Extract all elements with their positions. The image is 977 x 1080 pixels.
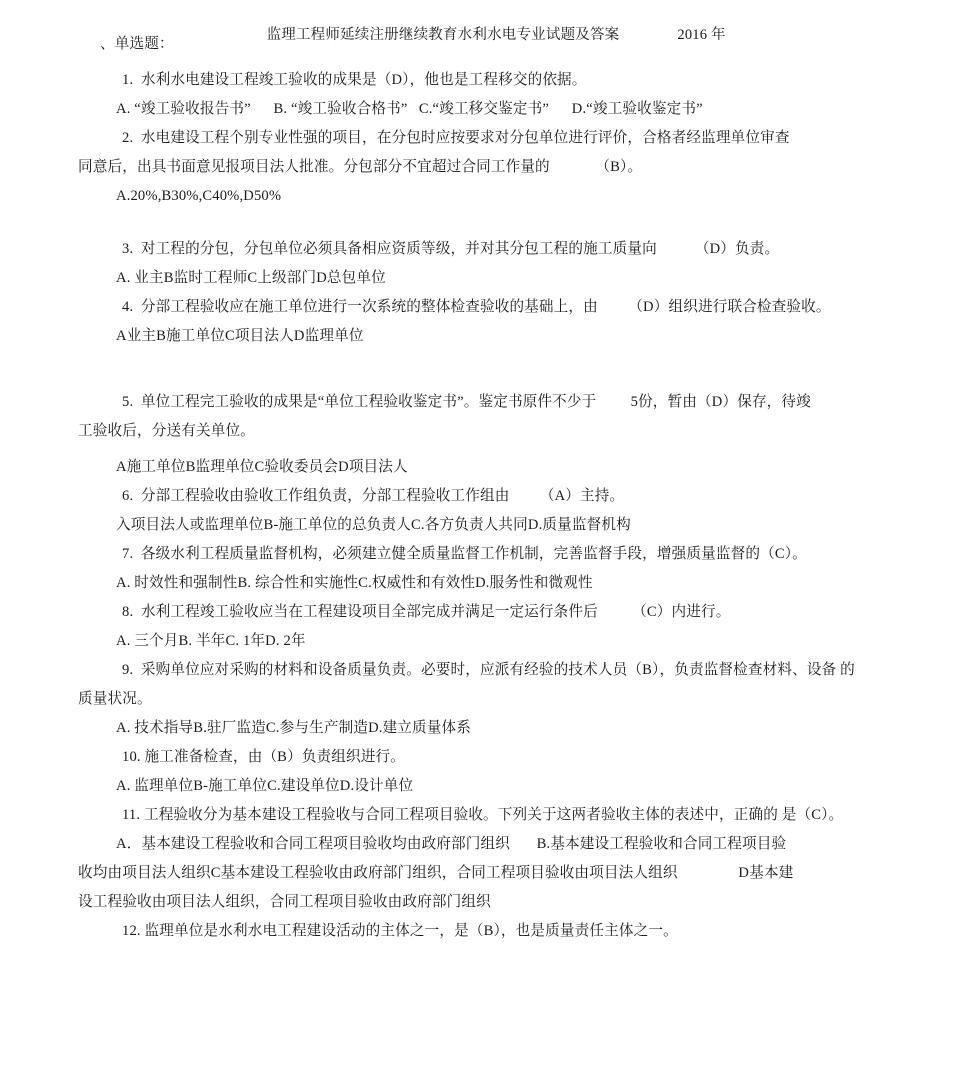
question-options-5: A施工单位B监理单位C验收委员会D项目法人	[116, 459, 408, 475]
question-stem-12: 12. 监理单位是水利水电工程建设活动的主体之一，是（B），也是质量责任主体之一。	[122, 923, 678, 939]
spacer	[0, 622, 977, 631]
spacer	[0, 564, 977, 573]
spacer	[0, 506, 977, 515]
spacer	[0, 441, 977, 457]
question-options-2: A.20%,B30%,C40%,D50%	[116, 188, 282, 204]
spacer	[0, 119, 977, 128]
spacer	[0, 477, 977, 486]
spacer	[0, 883, 977, 892]
spacer	[0, 796, 977, 805]
question-stem-2: 2. 水电建设工程个别专业性强的项目，在分包时应按要求对分包单位进行评价，合格者经监理单位审查	[122, 130, 790, 146]
header-title: 监理工程师延续注册继续教育水利水电专业试题及答案	[266, 27, 620, 43]
spacer	[0, 259, 977, 268]
question-options-3: A. 业主B监时工程师C上级部门D总包单位	[116, 270, 386, 286]
spacer	[0, 317, 977, 326]
question-options-11-line-3: 设工程验收由项目法人组织，合同工程项目验收由政府部门组织	[78, 894, 491, 910]
question-stem-8: 8. 水利工程竣工验收应当在工程建设项目全部完成并满足一定运行条件后 （C）内进行。	[122, 604, 731, 620]
spacer	[0, 912, 977, 921]
question-stem-9-cont: 质量状况。	[78, 691, 152, 707]
section-heading: 、单选题：	[100, 36, 174, 52]
question-stem-9: 9. 采购单位应对采购的材料和设备质量负责。必要时，应派有经验的技术人员（B），负责监督检查材料、设备 的	[122, 662, 855, 678]
question-options-11-line-2: 收均由项目法人组织C基本建设工程验收由政府部门组织，合同工程项目验收由项目法人组织 D基本建	[78, 865, 794, 881]
spacer	[0, 738, 977, 747]
spacer	[0, 90, 977, 99]
spacer	[0, 709, 977, 718]
question-options-6: 入项目法人或监理单位B-施工单位的总负责人C.各方负责人共同D.质量监督机构	[116, 517, 631, 533]
spacer	[0, 680, 977, 689]
question-options-4: A业主B施工单位C项目法人D监理单位	[116, 328, 364, 344]
question-stem-2-cont: 同意后，出具书面意见报项目法人批准。分包部分不宜超过合同工作量的 （B）。	[78, 159, 643, 175]
question-stem-4: 4. 分部工程验收应在施工单位进行一次系统的整体检查验收的基础上，由 （D）组织进行联合检查验收。	[122, 299, 831, 315]
spacer	[0, 854, 977, 863]
spacer	[0, 206, 977, 239]
spacer	[0, 593, 977, 602]
spacer	[0, 148, 977, 157]
spacer	[0, 288, 977, 297]
document-body	[0, 34, 977, 941]
spacer	[0, 177, 977, 186]
question-options-7: A. 时效性和强制性B. 综合性和实施性C.权威性和有效性D.服务性和微观性	[116, 575, 593, 591]
question-options-1: A. “竣工验收报告书” B. “竣工验收合格书” C.“竣工移交鉴定书” D.“竣工验收鉴定书”	[116, 101, 703, 117]
question-stem-1: 1. 水利水电建设工程竣工验收的成果是（D），他也是工程移交的依据。	[122, 72, 587, 88]
question-options-9: A. 技术指导B.驻厂监造C.参与生产制造D.建立质量体系	[116, 720, 472, 736]
spacer	[0, 535, 977, 544]
spacer	[0, 346, 977, 392]
question-stem-11: 11. 工程验收分为基本建设工程验收与合同工程项目验收。下列关于这两者验收主体的表述中，正确的 是（C）。	[122, 807, 844, 823]
header-year: 2016 年	[677, 27, 726, 43]
question-stem-5: 5. 单位工程完工验收的成果是“单位工程验收鉴定书”。鉴定书原件不少于 5份，暂由（D）保存，待竣	[122, 394, 811, 410]
spacer	[0, 54, 977, 70]
spacer	[0, 412, 977, 421]
question-stem-3: 3. 对工程的分包，分包单位必须具备相应资质等级，并对其分包工程的施工质量向 （D）负责。	[122, 241, 780, 257]
question-stem-10: 10. 施工准备检查，由（B）负责组织进行。	[122, 749, 406, 765]
question-options-10: A. 监理单位B-施工单位C.建设单位D.设计单位	[116, 778, 414, 794]
question-options-8: A. 三个月B. 半年C. 1年D. 2年	[116, 633, 306, 649]
question-stem-6: 6. 分部工程验收由验收工作组负责，分部工程验收工作组由 （A）主持。	[122, 488, 625, 504]
spacer	[0, 825, 977, 834]
spacer	[0, 767, 977, 776]
spacer	[0, 651, 977, 660]
question-stem-5-cont: 工验收后，分送有关单位。	[78, 423, 255, 439]
question-options-11-line-1: A．基本建设工程验收和合同工程项目验收均由政府部门组织 B.基本建设工程验收和合同工程项目验	[116, 836, 787, 852]
question-stem-7: 7. 各级水利工程质量监督机构，必须建立健全质量监督工作机制，完善监督手段，增强质量监督的（C）。	[122, 546, 807, 562]
